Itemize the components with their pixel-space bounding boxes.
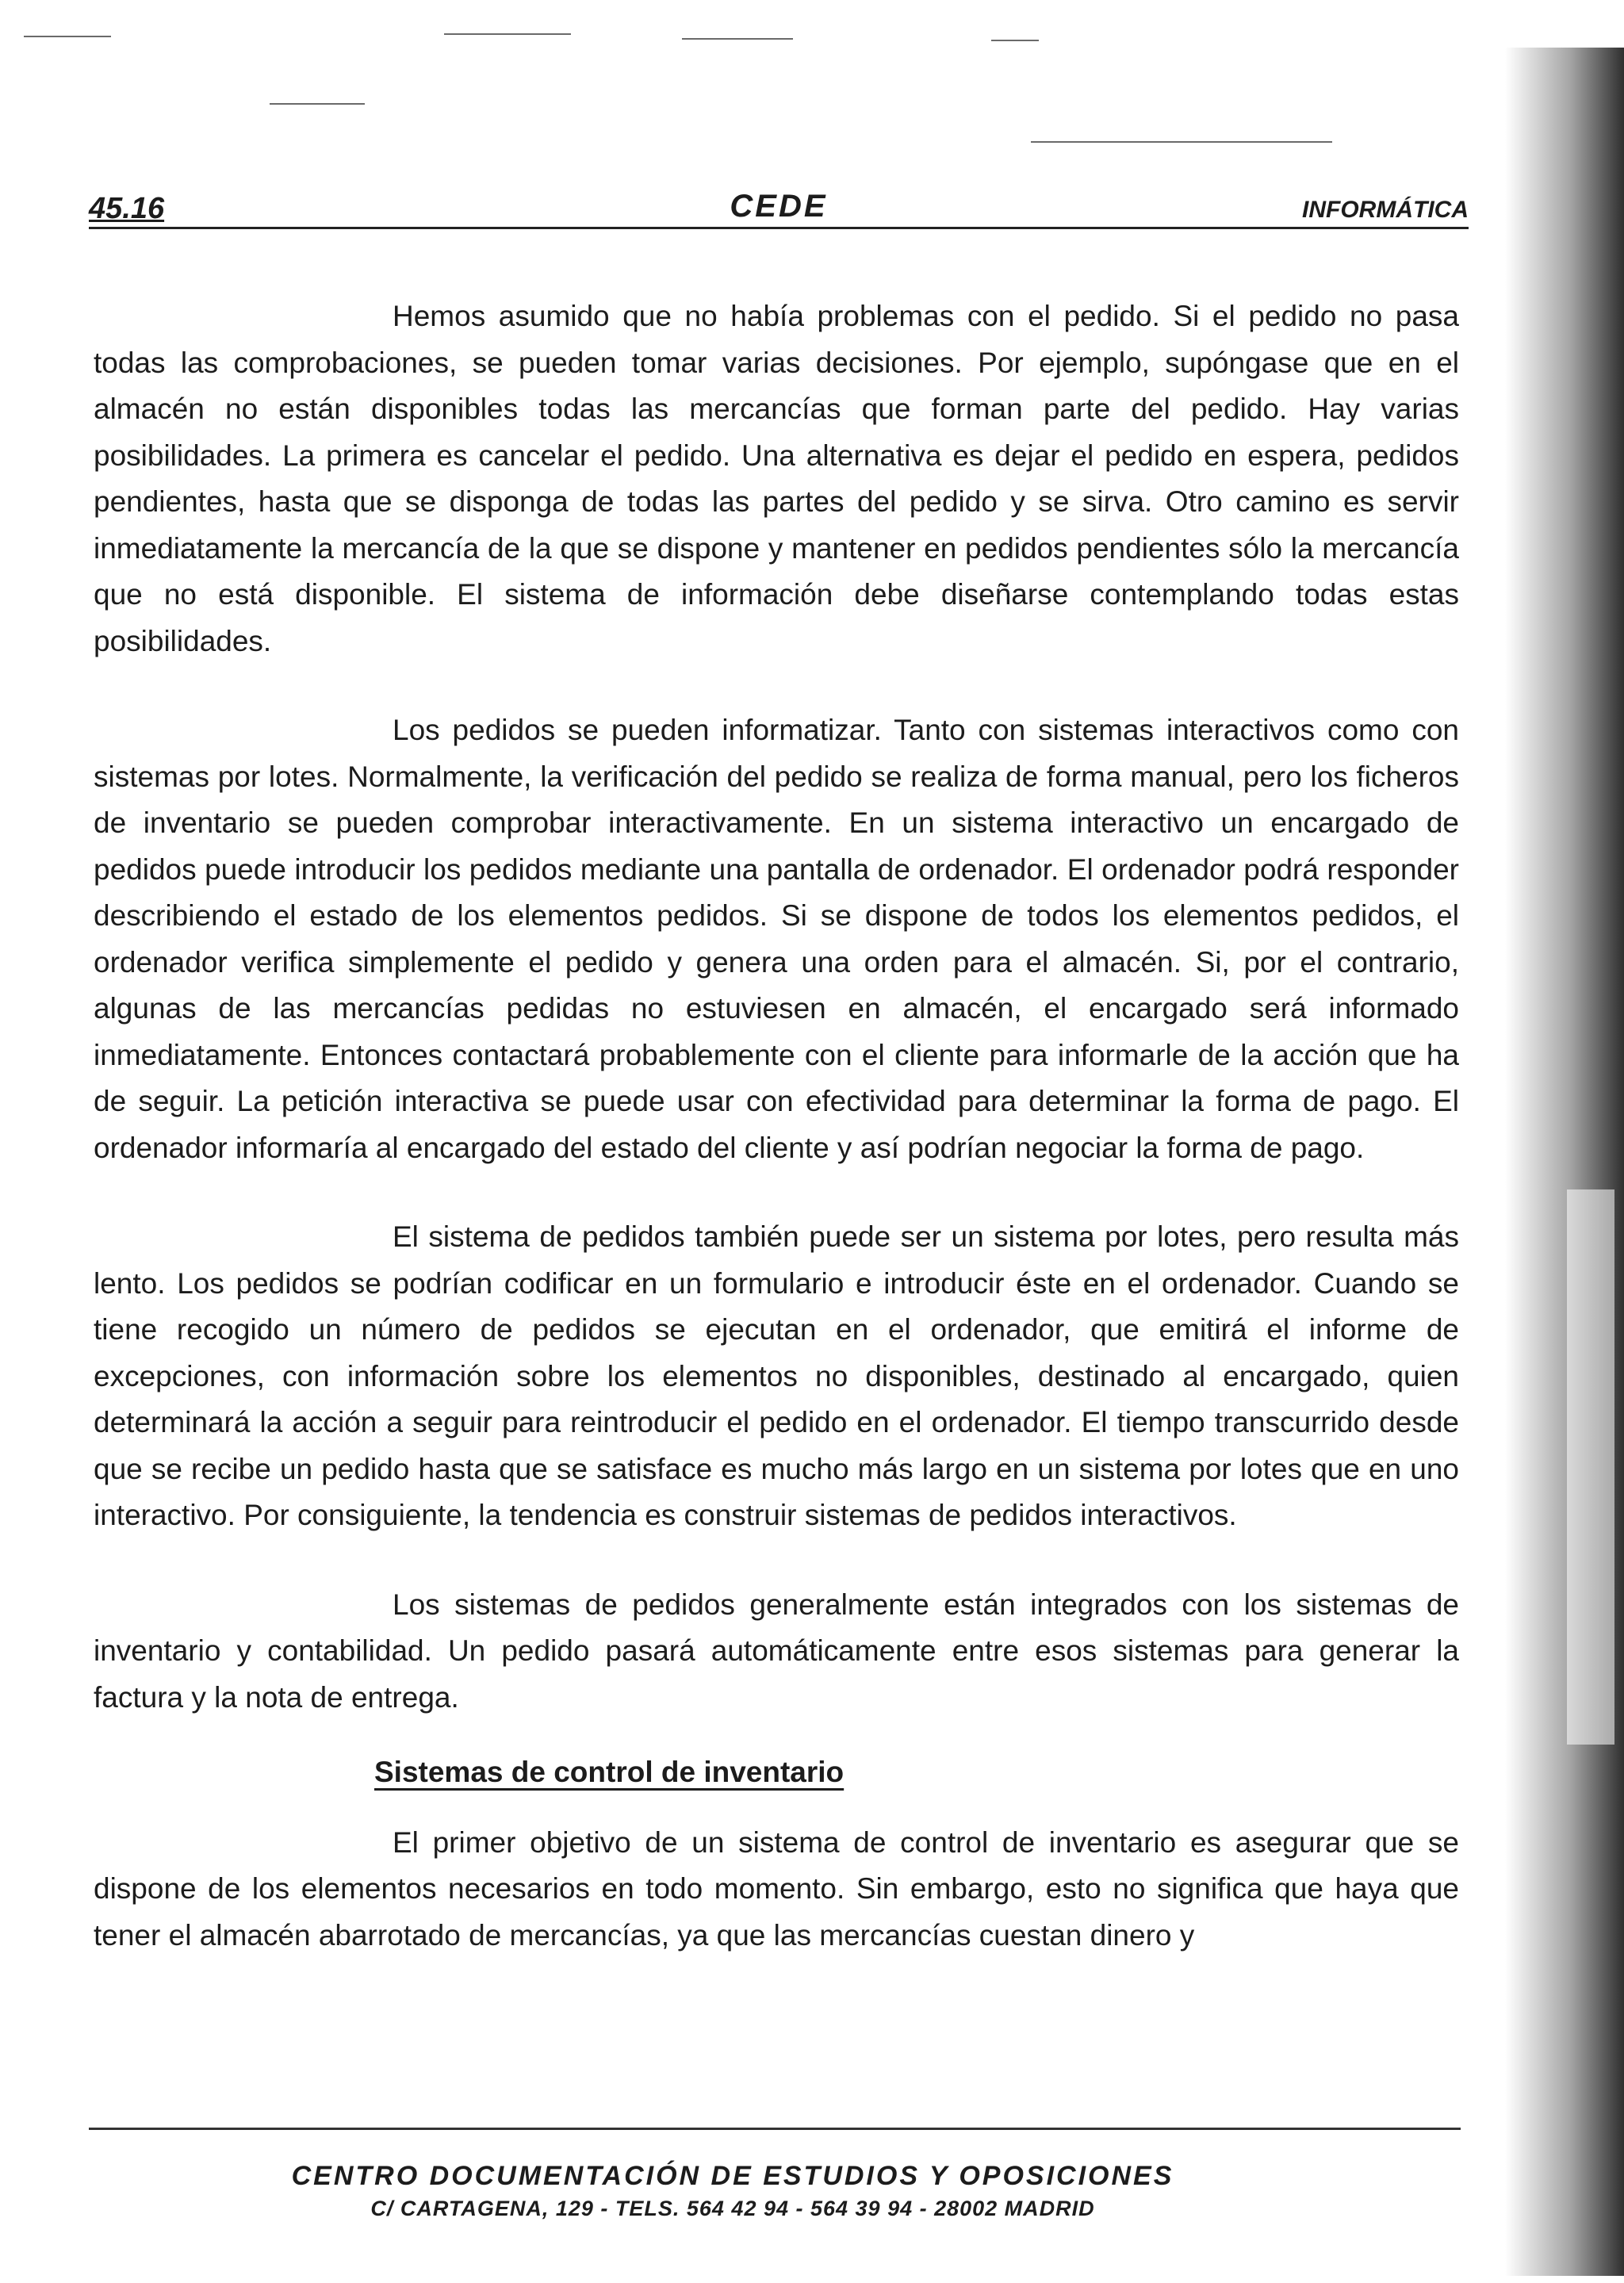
scan-edge-shadow — [1505, 48, 1624, 2276]
section-heading: Sistemas de control de inventario — [374, 1756, 845, 1788]
footer-address: C/ CARTAGENA, 129 - TELS. 564 42 94 - 564 39 94 - 28002 MADRID — [370, 2197, 1095, 2220]
scan-speck — [1031, 141, 1332, 143]
paragraph: El sistema de pedidos también puede ser un sistema por lotes, pero resulta más lento. Los pedidos se podrían codificar en un formulario e introducir éste en el ordenador. Cuando se tiene recogido un número de pedidos se ejecutan en el ordenador, que emitirá el informe de excepciones, con información sobre los elementos no disponibles, destinado al encargado, quien determinará la acción a seguir para reintroducir el pedido en el ordenador. El tiempo transcurrido desde que se recibe un pedido hasta que se satisface es mucho más largo en un sistema por lotes que en uno interactivo. Por consiguiente, la tendencia es construir sistemas de pedidos interactivos. — [94, 1220, 1459, 1531]
scan-speck — [682, 38, 793, 40]
scan-speck — [270, 103, 365, 105]
section-label: INFORMÁTICA — [1302, 197, 1469, 223]
brand-name: CEDE — [730, 189, 828, 224]
paragraph: Hemos asumido que no había problemas con el pedido. Si el pedido no pasa todas las comprobaciones, se pueden tomar varias decisiones. Por ejemplo, supóngase que en el almacén no están disponibles todas las mercancías que forman parte del pedido. Hay varias posibilidades. La primera es cancelar el pedido. Una alternativa es dejar el pedido en espera, pedidos pendientes, hasta que se disponga de todas las partes del pedido y se sirva. Otro camino es servir inmediatamente la mercancía de la que se dispone y mantener en pedidos pendientes sólo la mercancía que no está disponible. El sistema de información debe diseñarse contemplando todas estas posibilidades. — [94, 300, 1459, 657]
paragraph: Los sistemas de pedidos generalmente están integrados con los sistemas de inventario y contabilidad. Un pedido pasará automáticamente entre esos sistemas para generar la factura y la nota de entrega. — [94, 1588, 1459, 1714]
scan-edge-highlight — [1567, 1189, 1614, 1745]
footer-organization: CENTRO DOCUMENTACIÓN DE ESTUDIOS Y OPOSICIONES — [291, 2161, 1174, 2191]
scan-speck — [24, 36, 111, 37]
paragraph: Los pedidos se pueden informatizar. Tanto con sistemas interactivos como con sistemas por lotes. Normalmente, la verificación del pedido se realiza de forma manual, pero los ficheros de inventario se pueden comprobar interactivamente. En un sistema interactivo un encargado de pedidos puede introducir los pedidos mediante una pantalla de ordenador. El ordenador podrá responder describiendo el estado de los elementos pedidos. Si se dispone de todos los elementos pedidos, el ordenador verifica simplemente el pedido y genera una orden para el almacén. Si, por el contrario, algunas de las mercancías pedidas no estuviesen en almacén, el encargado será informado inmediatamente. Entonces contactará probablemente con el cliente para informarle de la acción que ha de seguir. La petición interactiva se puede usar con efectividad para determinar la forma de pago. El ordenador informaría al encargado del estado del cliente y así podrían negociar la forma de pago. — [94, 714, 1459, 1164]
paragraph: El primer objetivo de un sistema de control de inventario es asegurar que se dispone de los elementos necesarios en todo momento. Sin embargo, esto no significa que haya que tener el almacén abarrotado de mercancías, ya que las mercancías cuestan dinero y — [94, 1825, 1459, 1952]
page-header — [89, 189, 1469, 229]
footer-rule — [89, 2128, 1461, 2130]
scan-speck — [444, 33, 571, 35]
body-text — [94, 293, 1459, 2001]
scan-speck — [991, 40, 1039, 41]
page-number: 45.16 — [89, 192, 165, 225]
